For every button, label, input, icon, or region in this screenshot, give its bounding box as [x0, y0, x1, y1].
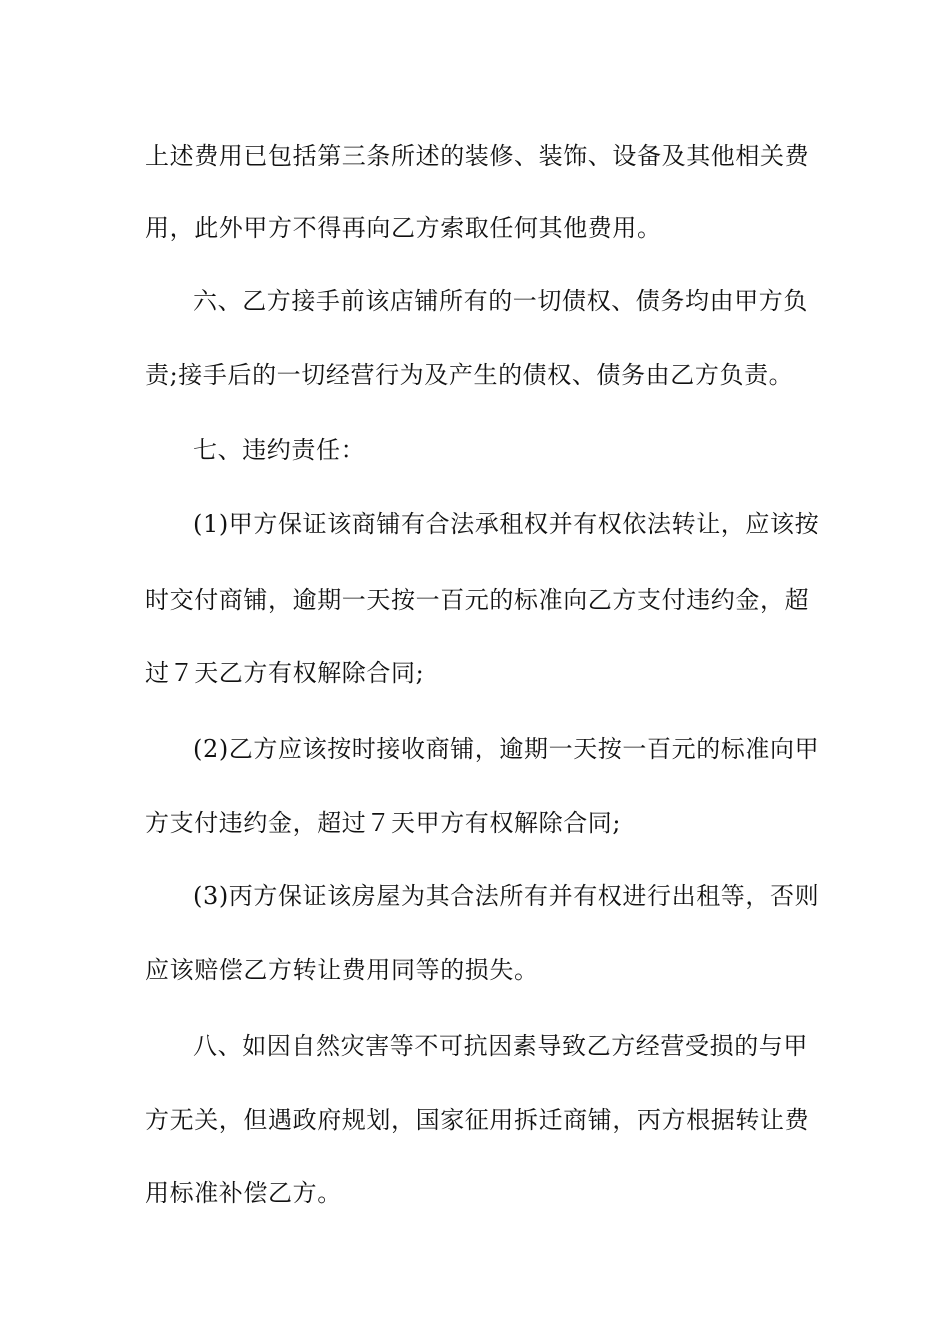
paragraph-line: 八、如因自然灾害等不可抗因素导致乙方经营受损的与甲	[193, 1032, 808, 1060]
paragraph-line: 方无关，但遇政府规划，国家征用拆迁商铺，丙方根据转让费	[145, 1106, 810, 1134]
paragraph-line: 六、乙方接手前该店铺所有的一切债权、债务均由甲方负	[193, 287, 808, 315]
paragraph-line: (1)甲方保证该商铺有合法承租权并有权依法转让，应该按	[193, 510, 820, 538]
paragraph-line: (2)乙方应该按时接收商铺，逾期一天按一百元的标准向甲	[193, 735, 820, 763]
paragraph-line: 过７天乙方有权解除合同;	[145, 659, 425, 687]
section-heading: 七、违约责任：	[193, 436, 366, 464]
paragraph-line: 用，此外甲方不得再向乙方索取任何其他费用。	[145, 214, 662, 242]
paragraph-line: 责;接手后的一切经营行为及产生的债权、债务由乙方负责。	[145, 361, 794, 389]
paragraph-line: 用标准补偿乙方。	[145, 1179, 342, 1207]
paragraph-line: 上述费用已包括第三条所述的装修、装饰、设备及其他相关费	[145, 142, 810, 170]
paragraph-line: 时交付商铺，逾期一天按一百元的标准向乙方支付违约金，超	[145, 586, 810, 614]
paragraph-line: 应该赔偿乙方转让费用同等的损失。	[145, 956, 539, 984]
paragraph-line: (3)丙方保证该房屋为其合法所有并有权进行出租等，否则	[193, 882, 820, 910]
paragraph-line: 方支付违约金，超过７天甲方有权解除合同;	[145, 809, 622, 837]
